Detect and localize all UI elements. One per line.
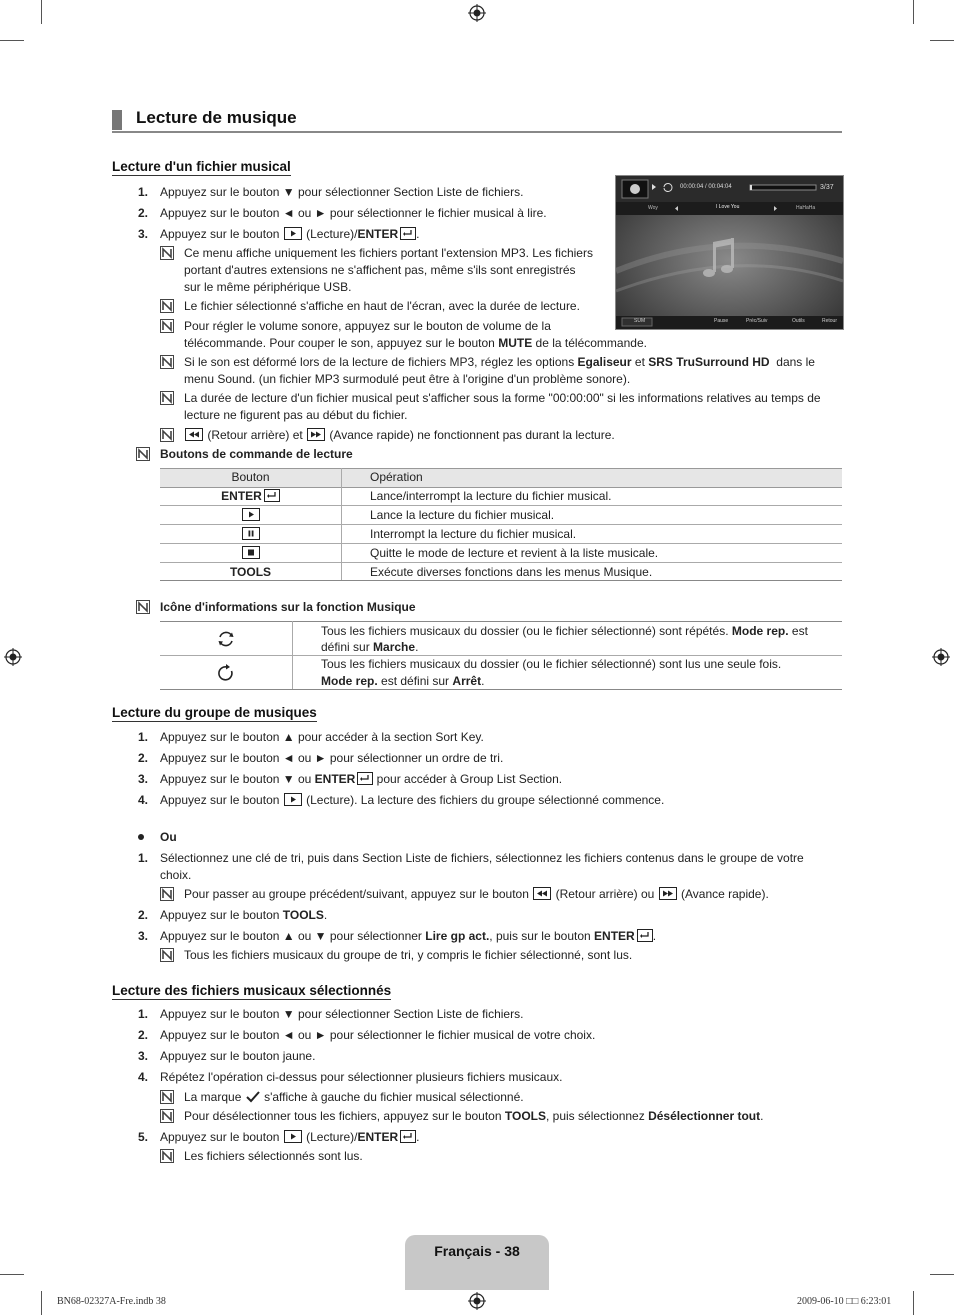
play-button-icon: [242, 508, 260, 521]
note-text: (Retour arrière) et (Avance rapide) ne fonctionnent pas durant la lecture.: [184, 428, 615, 442]
table-cell: Lance/interrompt la lecture du fichier musical.: [370, 489, 612, 503]
note-text: lecture ne figurent pas au début du fichier.: [184, 408, 408, 422]
step-number: 2.: [137, 751, 148, 765]
table-cell: Mode rep. est défini sur Arrêt.: [321, 674, 485, 688]
note-icon: [160, 887, 174, 901]
table-cell: Lance la lecture du fichier musical.: [370, 508, 555, 522]
table-header-cell: Opération: [370, 470, 423, 484]
player-next-track: HaHaHa: [796, 205, 816, 211]
note-text: Le fichier sélectionné s'affiche en haut de l'écran, avec la durée de lecture.: [184, 299, 580, 313]
slug-date: 2009-06-10 □□ 6:23:01: [797, 1296, 892, 1307]
table-row: [160, 508, 341, 522]
step-text: Appuyez sur le bouton ▲ pour accéder à la section Sort Key.: [160, 730, 484, 744]
step-text: Appuyez sur le bouton ▼ pour sélectionner Section Liste de fichiers.: [160, 185, 524, 199]
note-icon: [160, 1109, 174, 1123]
pause-button-icon: [242, 527, 260, 540]
stop-button-icon: [242, 546, 260, 559]
registration-mark-icon: [932, 648, 950, 666]
player-prevnext: Préc/Suiv: [746, 318, 768, 324]
table-row: ENTER: [160, 489, 341, 503]
step-number: 2.: [137, 206, 148, 220]
rewind-button-icon: [185, 428, 203, 441]
repeat-once-icon: [216, 663, 236, 683]
step-number: 1.: [137, 851, 148, 865]
table-cell: Interrompt la lecture du fichier musical.: [370, 527, 577, 541]
player-return: Retour: [822, 318, 838, 324]
repeat-all-icon: [216, 629, 236, 649]
fast-forward-button-icon: [659, 887, 677, 900]
crop-mark: [0, 40, 24, 41]
step-text: Sélectionnez une clé de tri, puis dans Section Liste de fichiers, sélectionnez les fichiers contenus dans le groupe de votre: [160, 851, 804, 865]
step-number: 3.: [137, 227, 148, 241]
step-text: Appuyez sur le bouton ◄ ou ► pour sélectionner un ordre de tri.: [160, 751, 504, 765]
crop-mark: [41, 1291, 42, 1315]
step-number: 2.: [137, 1028, 148, 1042]
note-text: Les fichiers sélectionnés sont lus.: [184, 1149, 363, 1163]
note-text: Ce menu affiche uniquement les fichiers portant l'extension MP3. Les fichiers: [184, 246, 593, 260]
step-text: Appuyez sur le bouton (Lecture)/ENTER .: [160, 227, 420, 241]
player-time: 00:00:04 / 00:04:04: [680, 184, 732, 190]
note-icon: [160, 1090, 174, 1104]
crop-mark: [0, 1274, 24, 1275]
table-header-cell: Bouton: [231, 470, 270, 484]
step-text: Appuyez sur le bouton (Lecture). La lecture des fichiers du groupe sélectionné commence.: [160, 793, 665, 807]
page-number: Français - 38: [434, 1243, 520, 1259]
note-text: Pour désélectionner tous les fichiers, appuyez sur le bouton TOOLS, puis sélectionnez Désélectionner tout.: [184, 1109, 764, 1123]
step-number: 1.: [137, 185, 148, 199]
table-row-line: [160, 689, 842, 690]
play-button-icon: [284, 227, 302, 240]
note-text: Pour régler le volume sonore, appuyez sur le bouton de volume de la: [184, 319, 551, 333]
enter-icon: [637, 929, 653, 942]
note-text: menu Sound. (un fichier MP3 surmodulé peut être à l'origine d'un problème sonore).: [184, 372, 631, 386]
player-sum: SUM: [634, 318, 646, 324]
player-tools: Outils: [792, 318, 805, 324]
alt-label: Ou: [160, 830, 177, 844]
step-number: 1.: [137, 1007, 148, 1021]
registration-mark-icon: [468, 4, 486, 22]
section-rule: [112, 131, 842, 133]
table-title: Icône d'informations sur la fonction Musique: [160, 600, 416, 614]
table-cell: Exécute diverses fonctions dans les menus Musique.: [370, 565, 653, 579]
table-row-line: [160, 655, 842, 656]
note-text: La durée de lecture d'un fichier musical peut s'afficher sous la forme "00:00:00" si les informations relatives au temps de: [184, 391, 821, 405]
rewind-button-icon: [533, 887, 551, 900]
table-cell: Tous les fichiers musicaux du dossier (ou le fichier sélectionné) sont répétés. Mode rep. est: [321, 624, 808, 638]
note-text: Pour passer au groupe précédent/suivant, appuyez sur le bouton (Retour arrière) ou (Avance rapide).: [184, 887, 769, 901]
step-number: 3.: [137, 929, 148, 943]
crop-mark: [913, 1291, 914, 1315]
subsection-title-groupe: Lecture du groupe de musiques: [112, 705, 317, 720]
enter-icon: [264, 489, 280, 502]
note-icon: [160, 246, 174, 260]
step-text: Appuyez sur le bouton ▼ pour sélectionner Section Liste de fichiers.: [160, 1007, 524, 1021]
enter-icon: [357, 772, 373, 785]
table-row: TOOLS: [229, 565, 272, 579]
step-number: 3.: [137, 1049, 148, 1063]
player-pause: Pause: [714, 318, 729, 324]
crop-mark: [41, 0, 42, 24]
table-cell: Tous les fichiers musicaux du dossier (ou le fichier sélectionné) sont lus une seule fois.: [321, 657, 782, 671]
note-icon: [160, 355, 174, 369]
play-button-icon: [284, 793, 302, 806]
registration-mark-icon: [468, 1292, 486, 1310]
player-prev-track: Woy: [648, 205, 658, 211]
step-number: 2.: [137, 908, 148, 922]
section-marker: [112, 110, 122, 130]
table-row-line: [160, 505, 842, 506]
crop-mark: [930, 1274, 954, 1275]
bullet: [138, 834, 144, 840]
table-row-line: [160, 621, 842, 622]
note-text: Si le son est déformé lors de la lecture de fichiers MP3, réglez les options Egaliseur et SRS TruSurround HD dans le: [184, 355, 815, 369]
table-row-line: [160, 524, 842, 525]
step-text: Appuyez sur le bouton TOOLS.: [160, 908, 328, 922]
player-current-track: I Love You: [716, 204, 740, 210]
table-cell: défini sur Marche.: [321, 640, 419, 654]
player-count: 3/37: [820, 184, 834, 191]
crop-mark: [913, 0, 914, 24]
subsection-title-lecture-fichier: Lecture d'un fichier musical: [112, 159, 291, 174]
step-number: 4.: [137, 1070, 148, 1084]
note-text: La marque s'affiche à gauche du fichier musical sélectionné.: [184, 1090, 524, 1104]
note-text: télécommande. Pour couper le son, appuyez sur le bouton MUTE de la télécommande.: [184, 336, 647, 350]
table-row-line: [160, 580, 842, 581]
fast-forward-button-icon: [307, 428, 325, 441]
step-text: Appuyez sur le bouton ◄ ou ► pour sélectionner le fichier musical à lire.: [160, 206, 547, 220]
step-number: 1.: [137, 730, 148, 744]
crop-mark: [930, 40, 954, 41]
note-text: sur le même périphérique USB.: [184, 280, 352, 294]
note-text: Tous les fichiers musicaux du groupe de tri, y compris le fichier sélectionné, sont lus.: [184, 948, 633, 962]
step-text: Appuyez sur le bouton jaune.: [160, 1049, 316, 1063]
note-icon: [160, 299, 174, 313]
note-icon: [160, 1149, 174, 1163]
table-title: Boutons de commande de lecture: [160, 447, 353, 461]
step-number: 5.: [137, 1130, 148, 1144]
checkmark-icon: [245, 1091, 261, 1103]
step-text: Appuyez sur le bouton (Lecture)/ENTER .: [160, 1130, 420, 1144]
step-number: 3.: [137, 772, 148, 786]
step-text: Appuyez sur le bouton ◄ ou ► pour sélectionner le fichier musical de votre choix.: [160, 1028, 596, 1042]
note-icon: [160, 319, 174, 333]
subsection-title-selection: Lecture des fichiers musicaux sélectionnés: [112, 983, 392, 998]
step-text: Appuyez sur le bouton ▼ ou ENTER pour accéder à Group List Section.: [160, 772, 563, 786]
table-divider: [292, 621, 293, 689]
note-icon: [136, 600, 150, 614]
table-row: [160, 546, 341, 560]
note-icon: [160, 948, 174, 962]
table-cell: Quitte le mode de lecture et revient à la liste musicale.: [370, 546, 659, 560]
step-number: 4.: [137, 793, 148, 807]
music-player-screenshot: [615, 175, 844, 330]
note-icon: [160, 428, 174, 442]
step-text: Répétez l'opération ci-dessus pour sélectionner plusieurs fichiers musicaux.: [160, 1070, 563, 1084]
section-title: Lecture de musique: [136, 108, 297, 127]
table-row-line: [160, 562, 842, 563]
table-row: [160, 527, 341, 541]
registration-mark-icon: [4, 648, 22, 666]
slug-file: BN68-02327A-Fre.indb 38: [57, 1296, 166, 1307]
note-icon: [160, 391, 174, 405]
table-row-line: [160, 543, 842, 544]
play-button-icon: [284, 1130, 302, 1143]
step-text: choix.: [160, 868, 192, 882]
note-icon: [136, 447, 150, 461]
enter-icon: [400, 1130, 416, 1143]
enter-icon: [400, 227, 416, 240]
step-text: Appuyez sur le bouton ▲ ou ▼ pour sélectionner Lire gp act., puis sur le bouton ENTER .: [160, 929, 657, 943]
note-text: portant d'autres extensions ne s'affichent pas, même s'ils sont enregistrés: [184, 263, 576, 277]
